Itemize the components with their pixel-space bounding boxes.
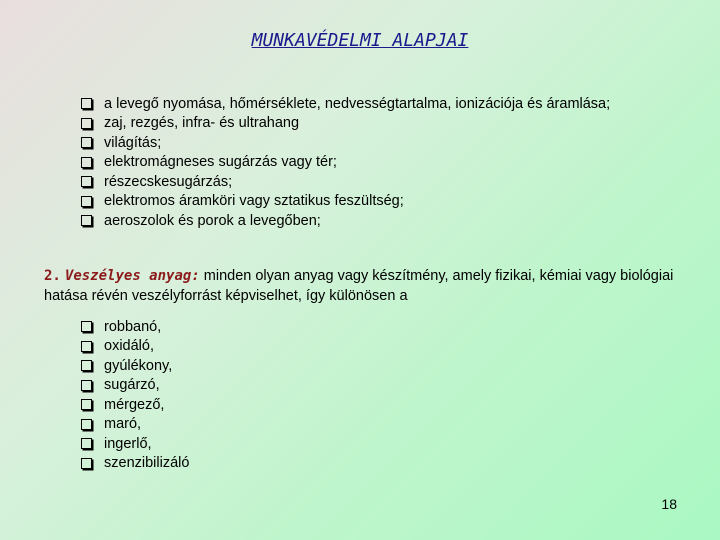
checkbox-bullet-icon xyxy=(81,399,92,410)
hazard-factor-list xyxy=(81,94,610,231)
list-item xyxy=(81,415,189,435)
list-item xyxy=(81,337,189,357)
list-item xyxy=(81,356,189,376)
list-item-text: elektromos áramköri vagy sztatikus feszültség; xyxy=(104,193,404,210)
hazardous-substance-list xyxy=(81,317,189,473)
list-item xyxy=(81,317,189,337)
list-item-text: mérgező, xyxy=(104,396,165,413)
list-item-text: robbanó, xyxy=(104,318,162,335)
list-item xyxy=(81,211,610,231)
list-item-text: sugárzó, xyxy=(104,377,160,394)
definition-paragraph xyxy=(44,266,684,306)
list-item-text: a levegő nyomása, hőmérséklete, nedvességtartalma, ionizációja és áramlása; xyxy=(104,95,611,112)
list-item-text: részecskesugárzás; xyxy=(104,173,233,190)
checkbox-bullet-icon xyxy=(81,321,92,332)
list-item-text: elektromágneses sugárzás vagy tér; xyxy=(104,154,337,171)
defined-term: Veszélyes anyag: xyxy=(64,268,200,284)
list-item xyxy=(81,133,610,153)
checkbox-bullet-icon xyxy=(81,176,92,187)
list-item xyxy=(81,376,189,396)
list-item xyxy=(81,434,189,454)
checkbox-bullet-icon xyxy=(81,118,92,129)
list-item xyxy=(81,94,610,114)
checkbox-bullet-icon xyxy=(81,458,92,469)
paragraph-number: 2. xyxy=(44,268,61,284)
list-item-text: világítás; xyxy=(104,134,162,151)
list-item xyxy=(81,454,189,474)
list-item-text: ingerlő, xyxy=(104,435,152,452)
page-title: MUNKAVÉDELMI ALAPJAI xyxy=(251,30,469,51)
definition-text: minden olyan anyag vagy készítmény, amely fizikai, kémiai vagy biológiai hatása révén veszélyforrást képviselhet, így különösen a xyxy=(44,268,674,304)
list-item xyxy=(81,153,610,173)
checkbox-bullet-icon xyxy=(81,196,92,207)
list-item-text: oxidáló, xyxy=(104,338,154,355)
list-item xyxy=(81,395,189,415)
checkbox-bullet-icon xyxy=(81,438,92,449)
checkbox-bullet-icon xyxy=(81,341,92,352)
checkbox-bullet-icon xyxy=(81,380,92,391)
list-item xyxy=(81,114,610,134)
checkbox-bullet-icon xyxy=(81,137,92,148)
list-item-text: aeroszolok és porok a levegőben; xyxy=(104,212,321,229)
list-item-text: gyúlékony, xyxy=(104,357,173,374)
checkbox-bullet-icon xyxy=(81,98,92,109)
list-item-text: zaj, rezgés, infra- és ultrahang xyxy=(104,115,300,132)
checkbox-bullet-icon xyxy=(81,215,92,226)
list-item-text: szenzibilizáló xyxy=(104,455,190,472)
list-item-text: maró, xyxy=(104,416,142,433)
checkbox-bullet-icon xyxy=(81,360,92,371)
page-number: 18 xyxy=(661,496,677,512)
checkbox-bullet-icon xyxy=(81,419,92,430)
checkbox-bullet-icon xyxy=(81,157,92,168)
list-item xyxy=(81,172,610,192)
list-item xyxy=(81,192,610,212)
